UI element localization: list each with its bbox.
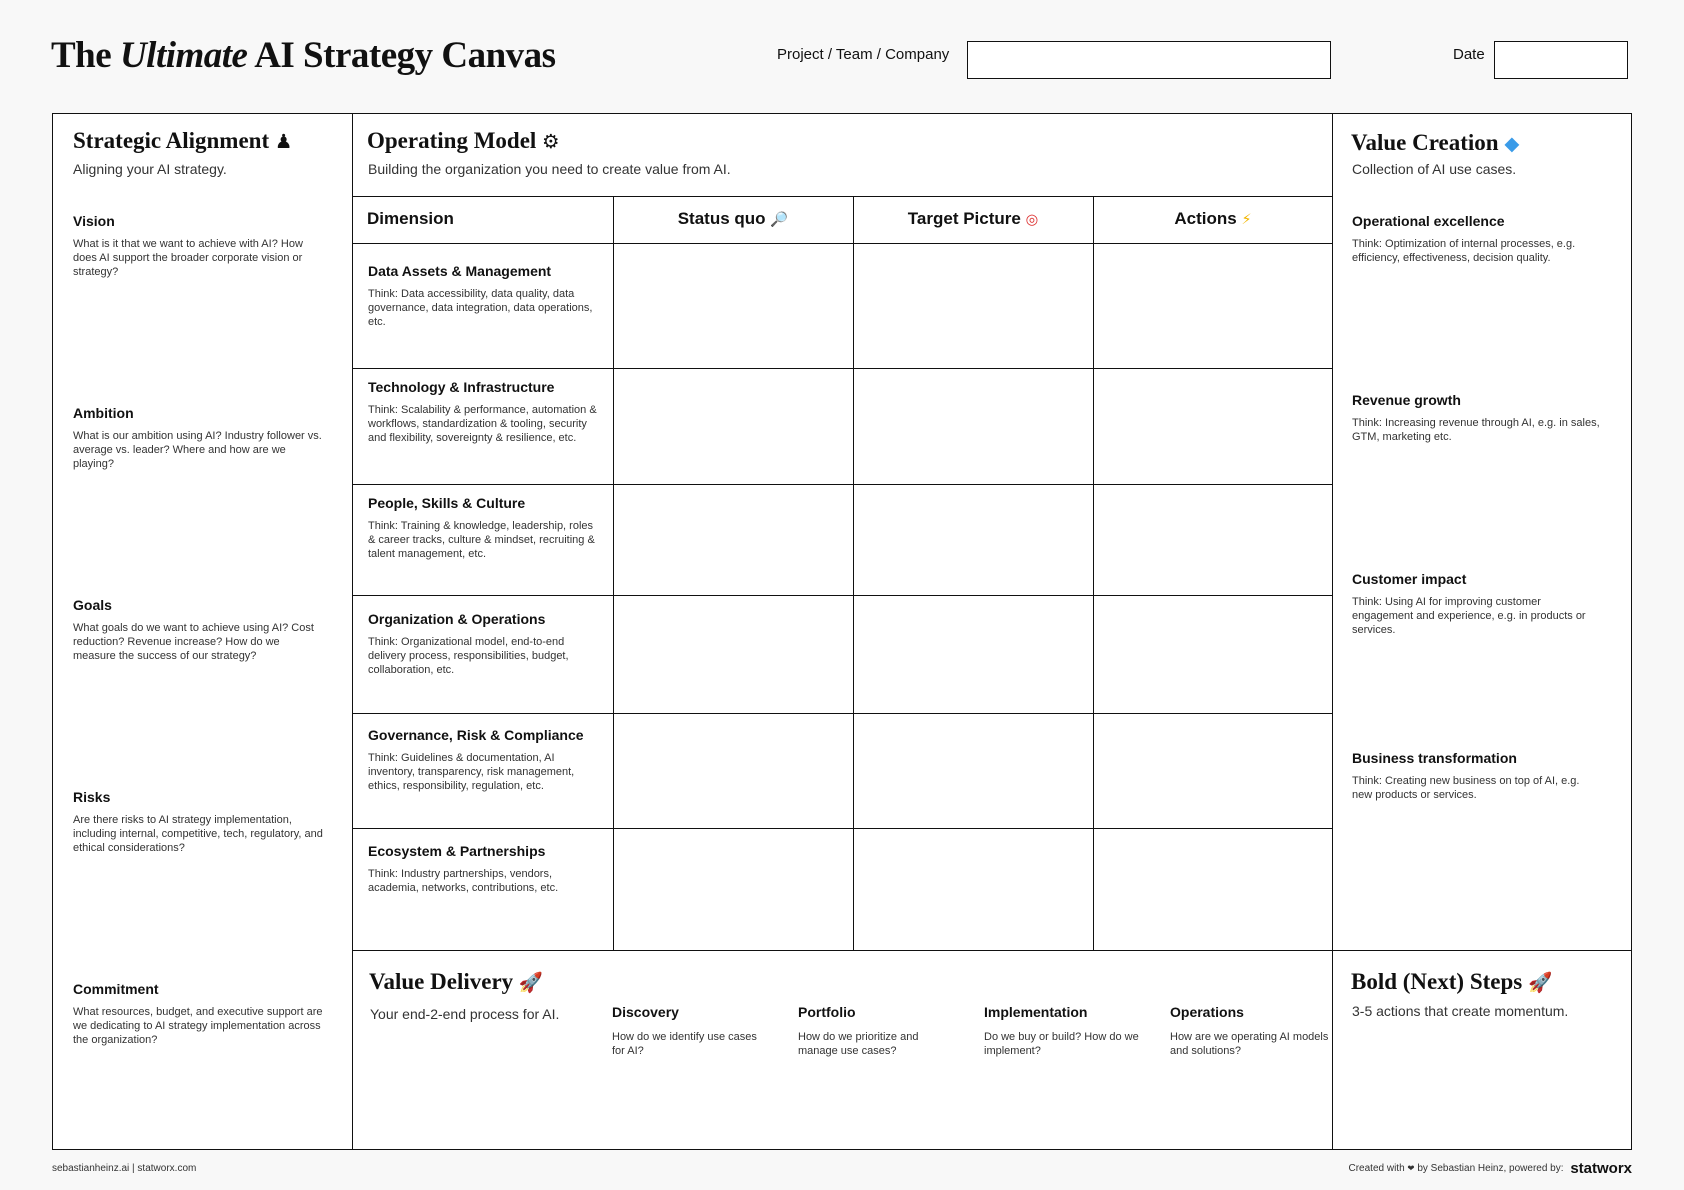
date-label: Date xyxy=(1453,46,1485,63)
gem-icon: ◆ xyxy=(1504,132,1520,155)
magnifier-icon: 🔎 xyxy=(770,212,789,228)
column-header-dimension: Dimension xyxy=(367,209,454,228)
column-header-target-picture: Target Picture ◎ xyxy=(907,209,1039,228)
divider xyxy=(352,484,1333,485)
page-title: The Ultimate AI Strategy Canvas xyxy=(51,35,556,76)
operating-model-title: Operating Model ⚙ xyxy=(367,128,560,153)
project-label: Project / Team / Company xyxy=(777,46,950,63)
delivery-step: Portfolio How do we prioritize and manage use cases? xyxy=(798,1004,919,1057)
divider xyxy=(352,595,1333,596)
dimension-row: People, Skills & Culture Think: Training & knowledge, leadership, roles & career tracks, culture & mindset, recruiting & talent management, etc. xyxy=(368,495,595,560)
rocket-icon: 🚀 xyxy=(1527,971,1553,994)
lightning-icon: ⚡ xyxy=(1241,212,1252,228)
value-creation-title: Value Creation ◆ xyxy=(1351,130,1520,155)
value-creation-item: Business transformation Think: Creating new business on top of AI, e.g. new products or services. xyxy=(1352,750,1580,801)
dimension-row: Data Assets & Management Think: Data accessibility, data quality, data governance, data integration, data operations, etc. xyxy=(368,263,593,328)
date-field[interactable] xyxy=(1494,41,1628,79)
alignment-item: Risks Are there risks to AI strategy implementation, including internal, competitive, tech, regulatory, and ethical considerations? xyxy=(73,789,323,854)
divider xyxy=(1093,196,1094,950)
divider xyxy=(352,950,1632,951)
column-header-actions: Actions ⚡ xyxy=(1174,209,1252,228)
footer-links: sebastianheinz.ai | statworx.com xyxy=(52,1163,197,1174)
delivery-step: Implementation Do we buy or build? How do we implement? xyxy=(984,1004,1139,1057)
value-creation-item: Operational excellence Think: Optimization of internal processes, e.g. efficiency, effectiveness, decision quality. xyxy=(1352,213,1576,264)
strategic-alignment-subtitle: Aligning your AI strategy. xyxy=(73,161,227,177)
value-creation-item: Customer impact Think: Using AI for improving customer engagement and experience, e.g. in products or services. xyxy=(1352,571,1586,636)
dimension-row: Technology & Infrastructure Think: Scalability & performance, automation & workflows, standardization & tooling, security and flexibility, sovereignty & resilience, etc. xyxy=(368,379,597,444)
divider xyxy=(352,196,1333,197)
value-creation-subtitle: Collection of AI use cases. xyxy=(1352,161,1517,177)
value-delivery-subtitle: Your end-2-end process for AI. xyxy=(370,1006,560,1022)
dimension-row: Ecosystem & Partnerships Think: Industry partnerships, vendors, academia, networks, contributions, etc. xyxy=(368,843,559,894)
bold-steps-subtitle: 3-5 actions that create momentum. xyxy=(1352,1003,1569,1019)
divider xyxy=(352,713,1333,714)
alignment-item: Goals What goals do we want to achieve using AI? Cost reduction? Revenue increase? How do we measure the success of our strategy? xyxy=(73,597,314,662)
alignment-item: Commitment What resources, budget, and executive support are we dedicating to AI strategy implementation across the organization? xyxy=(73,981,323,1046)
delivery-step: Discovery How do we identify use cases for AI? xyxy=(612,1004,757,1057)
alignment-item: Vision What is it that we want to achieve with AI? How does AI support the broader corporate vision or strategy? xyxy=(73,213,303,278)
footer-credit: Created with ❤ by Sebastian Heinz, powered by: statworx xyxy=(1348,1160,1632,1177)
divider xyxy=(853,196,854,950)
divider xyxy=(352,243,1333,244)
dimension-row: Governance, Risk & Compliance Think: Guidelines & documentation, AI inventory, transparency, risk management, ethics, responsibility, regulation, etc. xyxy=(368,727,584,792)
alignment-item: Ambition What is our ambition using AI? Industry follower vs. average vs. leader? Where and how are we playing? xyxy=(73,405,322,470)
delivery-step: Operations How are we operating AI models and solutions? xyxy=(1170,1004,1329,1057)
chess-pawn-icon: ♟ xyxy=(274,130,293,153)
divider xyxy=(352,368,1333,369)
brand-logo: statworx xyxy=(1570,1160,1632,1177)
operating-model-subtitle: Building the organization you need to create value from AI. xyxy=(368,161,731,177)
divider xyxy=(613,196,614,950)
divider xyxy=(352,114,353,1149)
divider xyxy=(352,828,1333,829)
gear-icon: ⚙ xyxy=(542,130,560,153)
strategic-alignment-title: Strategic Alignment ♟ xyxy=(73,128,293,153)
value-delivery-title: Value Delivery 🚀 xyxy=(369,969,544,994)
value-creation-item: Revenue growth Think: Increasing revenue through AI, e.g. in sales, GTM, marketing etc. xyxy=(1352,392,1600,443)
column-header-status-quo: Status quo 🔎 xyxy=(677,209,789,228)
rocket-icon: 🚀 xyxy=(518,971,544,994)
project-field[interactable] xyxy=(967,41,1331,79)
divider xyxy=(1332,114,1333,1149)
bold-steps-title: Bold (Next) Steps 🚀 xyxy=(1351,969,1553,994)
dimension-row: Organization & Operations Think: Organizational model, end-to-end delivery process, responsibilities, budget, collaboration, etc. xyxy=(368,611,569,676)
heart-icon: ❤ xyxy=(1407,1164,1415,1174)
target-icon: ◎ xyxy=(1025,212,1039,228)
